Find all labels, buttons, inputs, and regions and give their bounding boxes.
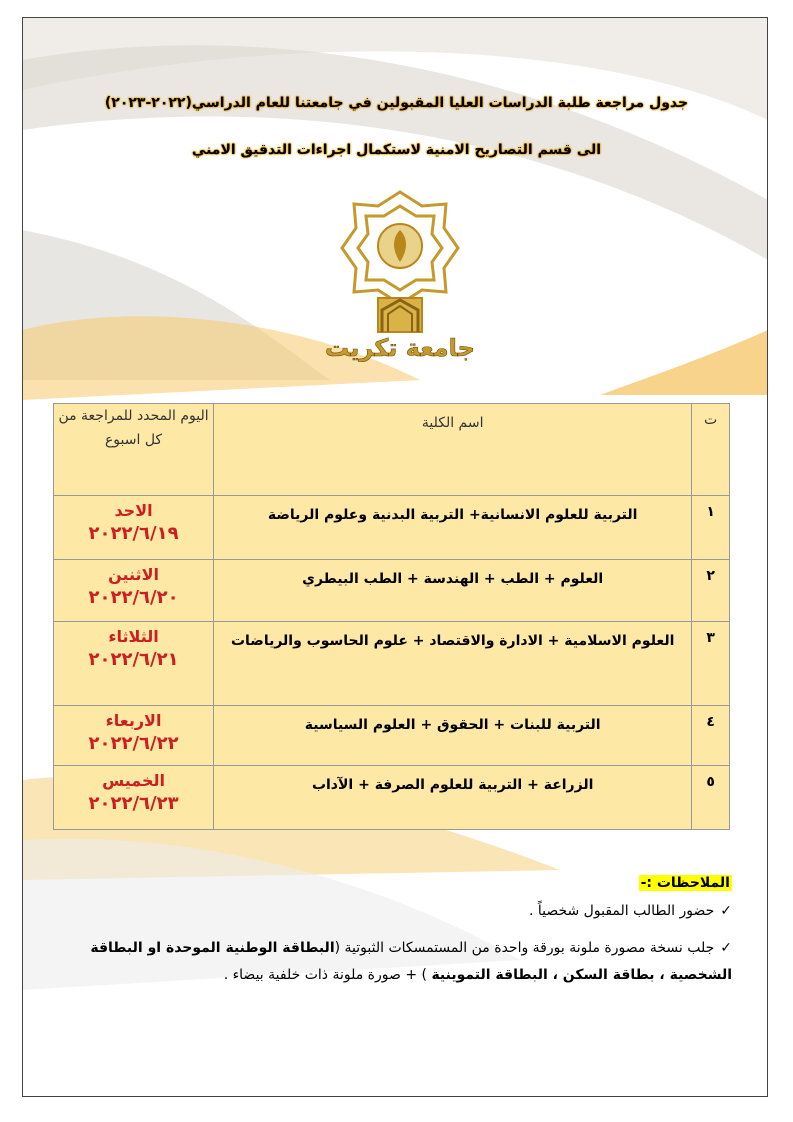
row-day: الثلاثاء [108,627,159,646]
row-day: الخميس [102,771,165,790]
row-day-cell [54,622,214,706]
row-day-cell [54,766,214,830]
row-date: ٢٠٢٢/٦/٢٢ [88,733,179,754]
row-day: الاثنين [108,565,159,584]
logo-text: جامعة تكريت [325,334,475,362]
table-row [54,496,730,560]
row-day-cell [54,706,214,766]
row-num: ٣ [692,622,730,706]
title-line-2: الى قسم التصاريح الامنية لاستكمال اجراءات التدقيق الامني [191,142,602,158]
row-college: العلوم + الطب + الهندسة + الطب البيطري [214,560,692,622]
note-text-2c: ) + صورة ملونة ذات خلفية بيضاء . [223,967,432,983]
table-row [54,706,730,766]
notes-title: الملاحظات :- [640,875,730,891]
row-day-cell [54,560,214,622]
title-line-1: جدول مراجعة طلبة الدراسات العليا المقبولين في جامعتنا للعام الدراسي(٢٠٢٢-٢٠٢٣) [104,95,689,111]
row-day-cell [54,496,214,560]
table-header-row [54,404,730,496]
row-college: الزراعة + التربية للعلوم الصرفة + الآداب [214,766,692,830]
row-num: ٢ [692,560,730,622]
tikrit-university-logo [300,186,500,362]
note-item-1 [60,903,732,919]
header-college: اسم الكلية [214,404,692,496]
row-college: التربية للعلوم الانسانية+ التربية البدنية وعلوم الرياضة [214,496,692,560]
row-num: ٥ [692,766,730,830]
row-day: الاحد [114,501,153,520]
note-item-2 [60,935,732,989]
check-icon: ✓ [720,903,732,919]
row-num: ٤ [692,706,730,766]
header-num: ت [692,404,730,496]
row-date: ٢٠٢٢/٦/٢٣ [88,793,179,814]
check-icon: ✓ [720,940,732,956]
header-day: اليوم المحدد للمراجعة من كل اسبوع [54,404,214,496]
note-text-2b: البطاقة الوطنية الموحدة او البطاقة الشخصية ، بطاقة السكن ، البطاقة التموينية [90,940,732,983]
row-date: ٢٠٢٢/٦/١٩ [88,523,179,544]
row-college: العلوم الاسلامية + الادارة والاقتصاد + علوم الحاسوب والرياضات [214,622,692,706]
row-day: الاربعاء [105,711,162,730]
row-date: ٢٠٢٢/٦/٢٠ [88,587,179,608]
notes-header [60,872,732,891]
note-text-2a: جلب نسخة مصورة ملونة بورقة واحدة من المستمسكات الثبوتية ( [334,940,715,956]
note-text-1: حضور الطالب المقبول شخصياً . [528,903,715,919]
row-college: التربية للبنات + الحقوق + العلوم السياسية [214,706,692,766]
row-num: ١ [692,496,730,560]
schedule-table [53,403,730,830]
table-row [54,766,730,830]
table-row [54,622,730,706]
row-date: ٢٠٢٢/٦/٢١ [88,649,179,670]
table-row [54,560,730,622]
